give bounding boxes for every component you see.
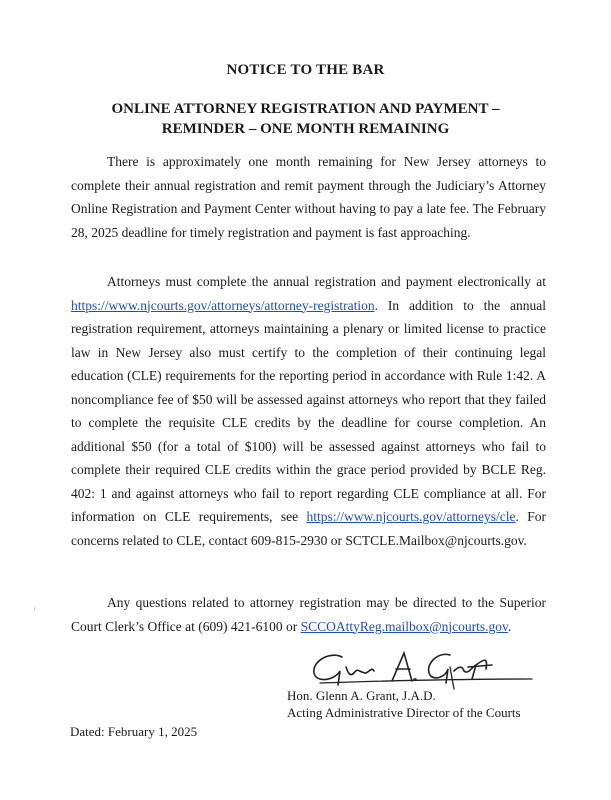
- subtitle-line-1: ONLINE ATTORNEY REGISTRATION AND PAYMENT –: [111, 101, 500, 117]
- paragraph-registration-intro: Attorneys must complete the annual registration and payment electronically at: [107, 274, 546, 289]
- signatory-title: Acting Administrative Director of the Courts: [287, 705, 521, 720]
- paragraph-questions: [71, 591, 546, 638]
- paragraph-questions-end: .: [507, 618, 512, 634]
- signatory-name: Hon. Glenn A. Grant, J.A.D.: [287, 688, 436, 703]
- paragraph-questions-text: Any questions related to attorney registration may be directed to the Superior Court Clerk’s Office at (609) 421-6100 or: [71, 595, 546, 634]
- paragraph-deadline: There is approximately one month remaining for New Jersey attorneys to complete their annual registration and remit payment through the Judiciary’s Attorney Online Registration and Payment Center without having to pay a late fee. The February 28, 2025 deadline for timely registration and payment is fast approaching.: [71, 154, 546, 240]
- email-link[interactable]: SCCOAttyReg.mailbox@njcourts.gov: [300, 618, 508, 634]
- cle-link[interactable]: https://www.njcourts.gov/attorneys/cle: [306, 509, 516, 524]
- paragraph-registration: [71, 270, 546, 552]
- registration-link[interactable]: https://www.njcourts.gov/attorneys/attorney-registration: [71, 297, 375, 313]
- paragraph-registration-middle: . In addition to the annual registration requirement, attorneys maintaining a plenary or limited license to practice law in New Jersey also must certify to the completion of their continuing legal education (CLE) requirements for the reporting period in accordance with Rule 1:42. A noncompliance fee of $50 will be assessed against attorneys who report that they failed to complete the requisite CLE credits by the deadline for course completion. An additional $50 (for a total of $100) will be assessed against attorneys who fail to complete their required CLE credits within the grace period provided by BCLE Reg. 402: 1 and against attorneys who fail to report regarding CLE compliance at all. For information on CLE requirements, see: [71, 297, 546, 524]
- paragraph-registration-end: . For concerns related to CLE, contact 609-815-2930 or SCTCLE.Mailbox@njcourts.gov.: [71, 509, 546, 548]
- handwritten-signature: [300, 643, 550, 691]
- signature-block: [287, 687, 521, 721]
- stray-mark: ': [34, 606, 36, 616]
- date-line: Dated: February 1, 2025: [70, 724, 198, 739]
- notice-title: NOTICE TO THE BAR: [226, 62, 385, 78]
- notice-subtitle: [40, 99, 571, 139]
- subtitle-line-2: REMINDER – ONE MONTH REMAINING: [161, 121, 450, 137]
